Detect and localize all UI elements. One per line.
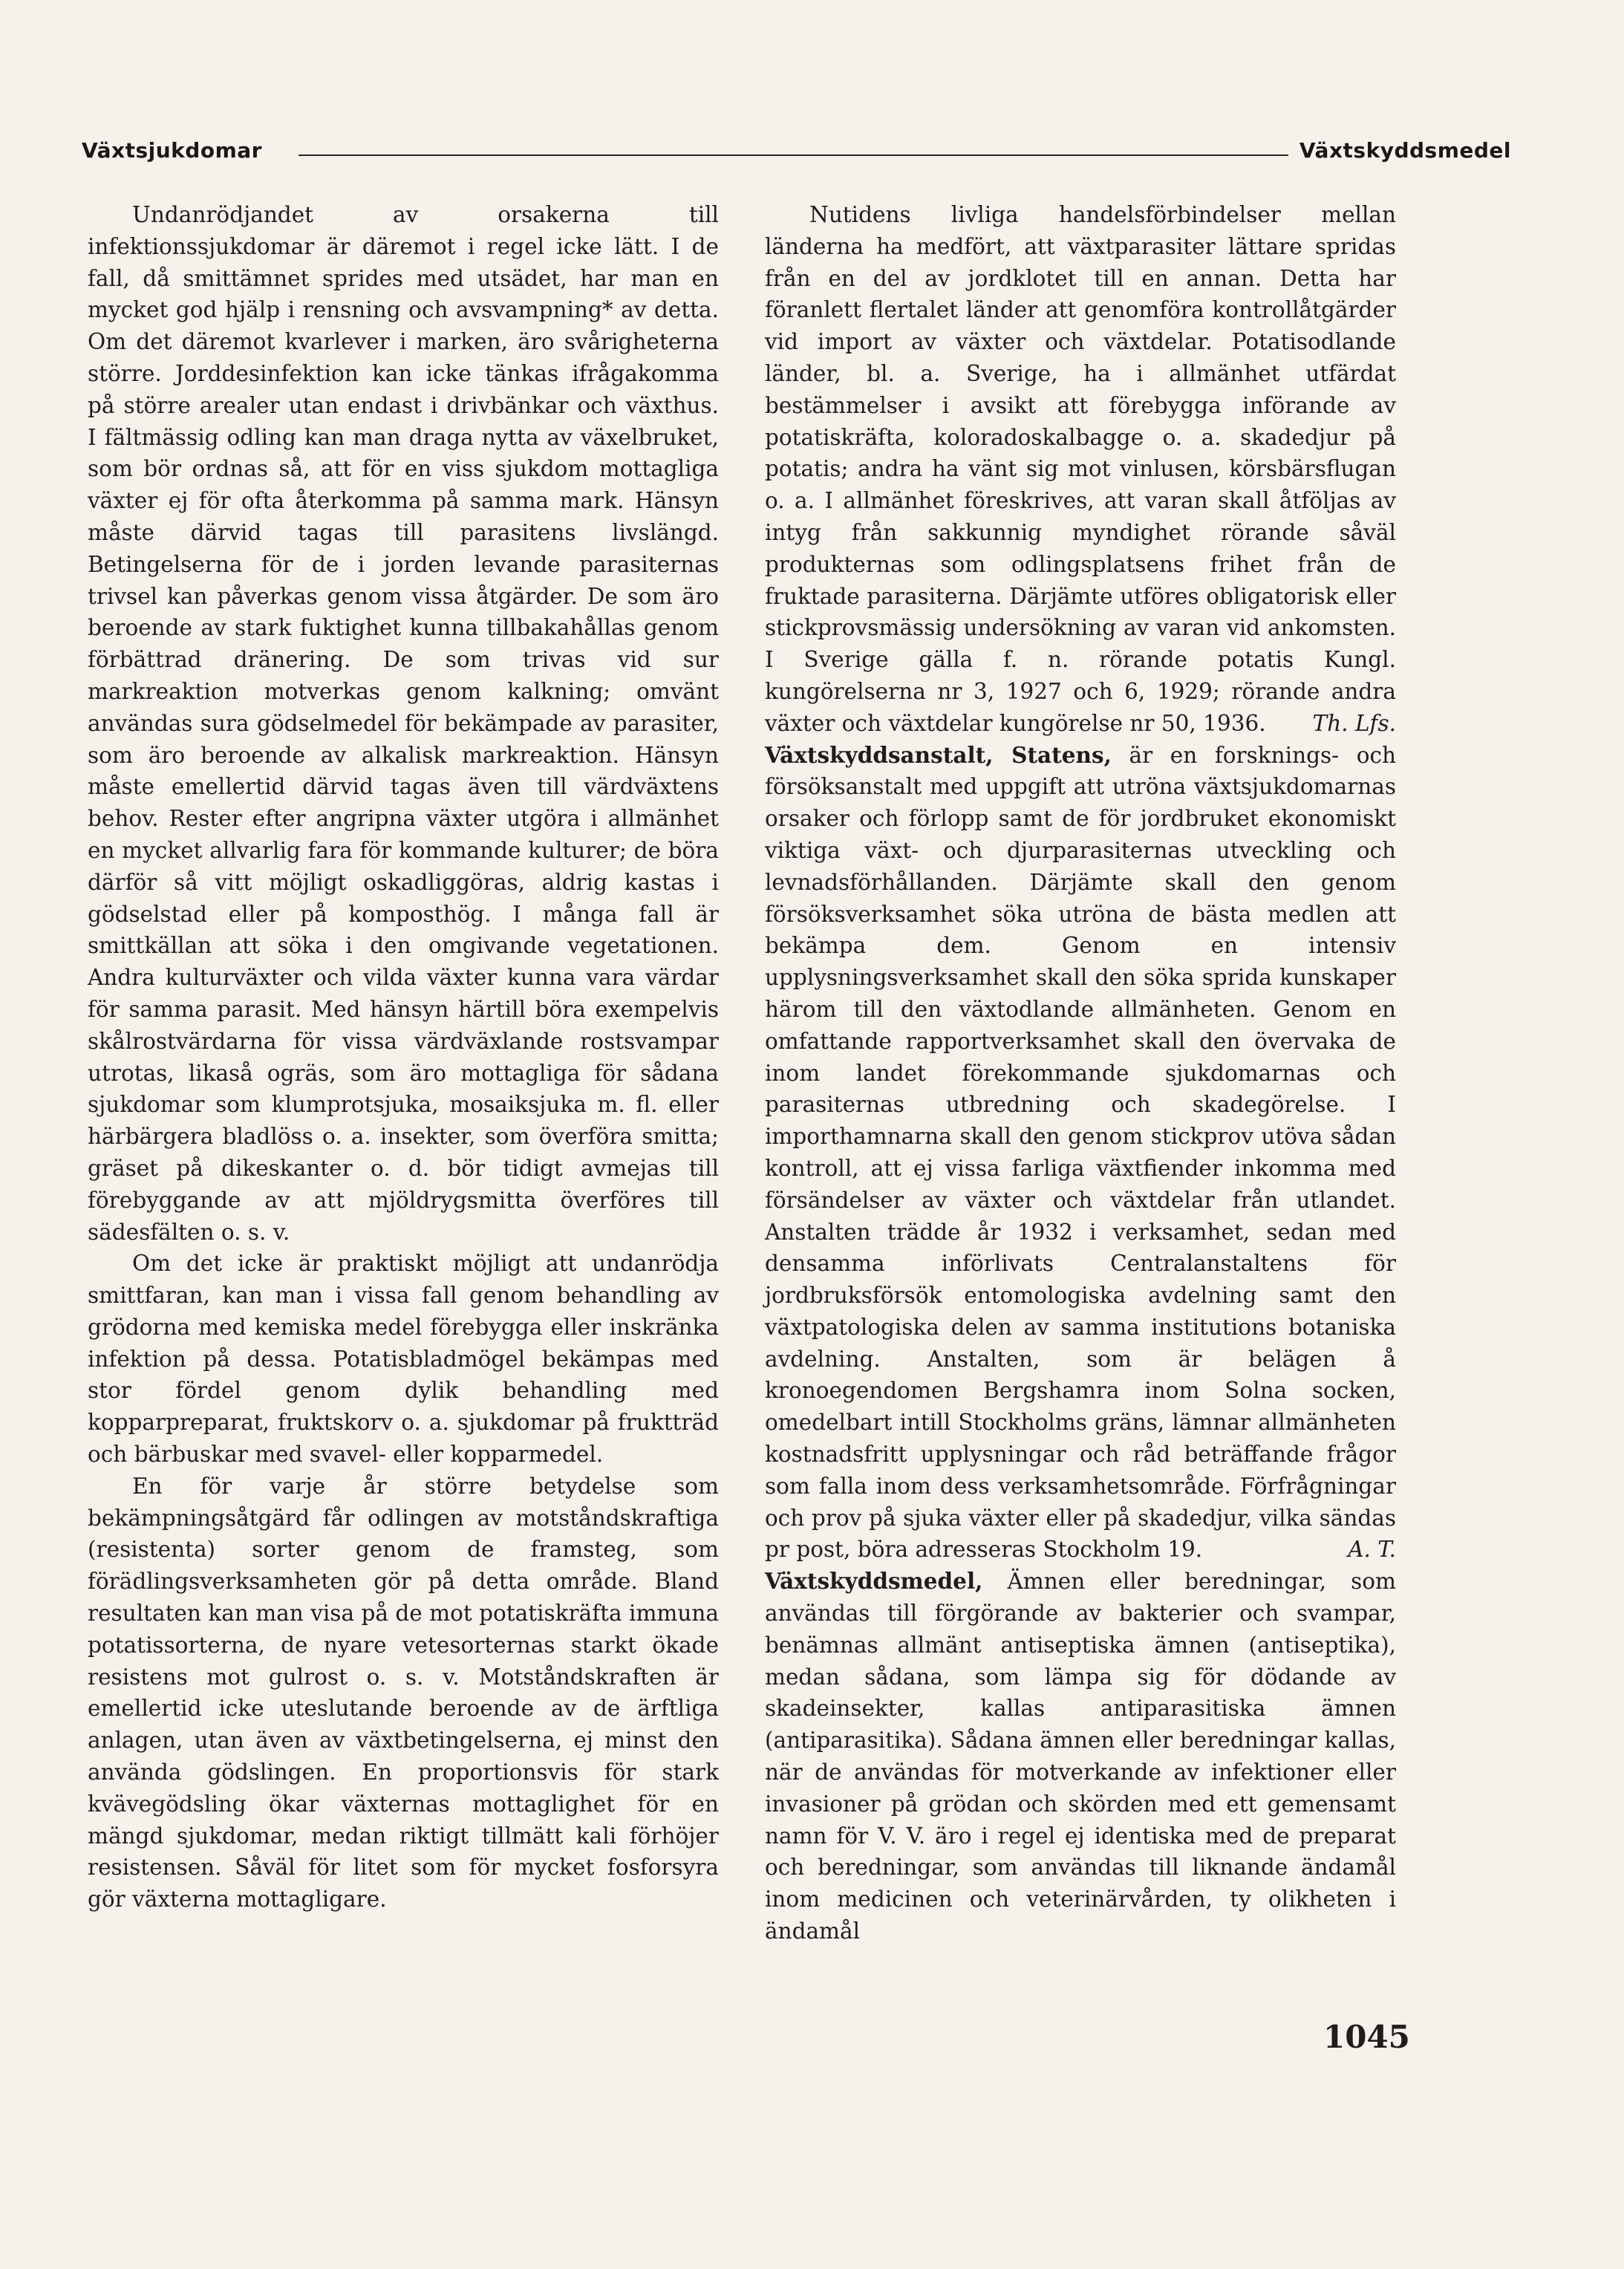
author-signature-1: Th. Lfs.: [1312, 710, 1396, 736]
author-signature-2: A. T.: [1348, 1537, 1396, 1563]
left-paragraph-2: Om det icke är praktiskt möjligt att undanrödja smittfaran, kan man i vissa fall genom behandling av grödorna med kemiska medel förebygga eller inskränka infektion på dessa. Potatisbladmögel bekämpas med stor fördel genom dylik behandling med kopparpreparat, fruktskorv o. a. sjukdomar på fruktträd och bärbuskar med svavel- eller kopparmedel.: [88, 1251, 719, 1468]
entry-body-vaxtskyddsanstalt: är en forsknings- och försöksanstalt med uppgift att utröna växtsjukdomarnas orsaker och förlopp samt de för jordbruket ekonomiskt viktiga växt- och djurparasiternas utveckling och levnadsförhållanden. Därjämte skall den genom försöksverksamhet söka utröna de bästa medlen att bekämpa dem. Genom en intensiv upplysningsverksamhet skall den söka sprida kunskaper härom till den växtodlande allmänheten. Genom en omfattande rapportverksamhet skall den övervaka de inom landet förekommande sjukdomarnas och parasiternas utbredning och skadegörelse. I importhamnarna skall den genom stickprov utöva sådan kontroll, att ej vissa farliga växtfiender inkomma med försändelser av växter och växtdelar från utlandet. Anstalten trädde år 1932 i verksamhet, sedan med densamma införlivats Centralanstaltens för jordbruksförsök entomologiska avdelning samt den växtpatologiska delen av samma institutions botaniska avdelning. Anstalten, som är belägen å kronoegendomen Bergshamra inom Solna socken, omedelbart intill Stockholms gräns, lämnar allmänheten kostnadsfritt upplysningar och råd beträffande frågor som falla inom dess verksamhetsområde. Förfrågningar och prov på sjuka växter eller på skadedjur, vilka sändas pr post, böra adresseras Stockholm 19.: [765, 742, 1396, 1563]
entry-vaxtskyddsmedel: [765, 1566, 1396, 1947]
running-header: [82, 138, 1511, 175]
header-left-title: Växtsjukdomar: [82, 138, 262, 163]
entry-body-vaxtskyddsmedel: Ämnen eller beredningar, som användas till förgörande av bakterier och svampar, benämnas allmänt antiseptiska ämnen (antiseptika), medan sådana, som lämpa sig för dödande av skadeinsekter, kallas antiparasitiska ämnen (antiparasitika). Sådana ämnen eller beredningar kallas, när de användas för motverkande av infektioner eller invasioner på grödan och skörden med ett gemensamt namn för V. V. äro i regel ej identiska med de preparat och beredningar, som användas till liknande ändamål inom medicinen och veterinärvården, ty olikheten i ändamål: [765, 1569, 1396, 1944]
right-paragraph-1: [765, 199, 1396, 740]
left-paragraph-1: Undanrödjandet av orsakerna till infektionssjukdomar är däremot i regel icke lätt. I de fall, då smittämnet sprides med utsädet, har man en mycket god hjälp i rensning och avsvampning* av detta. Om det däremot kvarlever i marken, äro svårigheterna större. Jorddesinfektion kan icke tänkas ifrågakomma på större arealer utan endast i drivbänkar och växthus. I fältmässig odling kan man draga nytta av växelbruket, som bör ordnas så, att för en viss sjukdom mottagliga växter ej för ofta återkomma på samma mark. Hänsyn måste därvid tagas till parasitens livslängd. Betingelserna för de i jorden levande parasiternas trivsel kan påverkas genom vissa åtgärder. De som äro beroende av stark fuktighet kunna tillbakahållas genom förbättrad dränering. De som trivas vid sur markreaktion motverkas genom kalkning; omvänt användas sura gödselmedel för bekämpade av parasiter, som äro beroende av alkalisk markreaktion. Hänsyn måste emellertid därvid tagas även till värdväxtens behov. Rester efter angripna växter utgöra i allmänhet en mycket allvarlig fara för kommande kulturer; de böra därför så vitt möjligt oskadliggöras, aldrig kastas i gödselstad eller på komposthög. I många fall är smittkällan att söka i den omgivande vegetationen. Andra kulturväxter och vilda växter kunna vara värdar för samma parasit. Med hänsyn härtill böra exempelvis skålrostvärdarna för vissa värdväxlande rostsvampar utrotas, likaså ogräs, som äro mottagliga för sådana sjukdomar som klumprotsjuka, mosaiksjuka m. fl. eller härbärgera bladlöss o. a. insekter, som överföra smitta; gräset på dikeskanter o. d. bör tidigt avmejas till förebyggande av att mjöldrygsmitta överföres till sädesfälten o. s. v.: [88, 202, 719, 1245]
header-rule: [299, 154, 1288, 156]
left-column: [88, 199, 719, 1915]
right-paragraph-1-text: Nutidens livliga handelsförbindelser mellan länderna ha medfört, att växtparasiter lättare spridas från en del av jordklotet till en annan. Detta har föranlett flertalet länder att genomföra kontrollåtgärder vid import av växter och växtdelar. Potatisodlande länder, bl. a. Sverige, ha i allmänhet utfärdat bestämmelser i avsikt att förebygga införande av potatiskräfta, koloradoskalbagge o. a. skadedjur på potatis; andra ha vänt sig mot vinlusen, körsbärsflugan o. a. I allmänhet föreskrives, att varan skall åtföljas av intyg från sakkunnig myndighet rörande såväl produkternas som odlingsplatsens frihet från de fruktade parasiterna. Därjämte utföres obligatorisk eller stickprovsmässig undersökning av varan vid ankomsten. I Sverige gälla f. n. rörande potatis Kungl. kungörelserna nr 3, 1927 och 6, 1929; rörande andra växter och växtdelar kungörelse nr 50, 1936.: [765, 202, 1396, 736]
page-number: 1045: [1323, 2019, 1410, 2055]
header-right-title: Växtskyddsmedel: [1299, 138, 1511, 163]
left-paragraph-3: En för varje år större betydelse som bekämpningsåtgärd får odlingen av motståndskraftiga (resistenta) sorter genom de framsteg, som förädlingsverksamheten gör på detta område. Bland resultaten kan man visa på de mot potatiskräfta immuna potatissorterna, de nyare vetesorternas starkt ökade resistens mot gulrost o. s. v. Motståndskraften är emellertid icke uteslutande beroende av de ärftliga anlagen, utan även av växtbetingelserna, ej minst den använda gödslingen. En proportionsvis för stark kvävegödsling ökar växternas mottaglighet för en mängd sjukdomar, medan riktigt tillmätt kali förhöjer resistensen. Såväl för litet som för mycket fosforsyra gör växterna mottagligare.: [88, 1473, 719, 1912]
entry-head-vaxtskyddsanstalt: Växtskyddsanstalt, Statens,: [765, 741, 1112, 768]
right-column: [765, 199, 1396, 1947]
entry-head-vaxtskyddsmedel: Växtskyddsmedel,: [765, 1568, 983, 1595]
entry-vaxtskyddsanstalt: [765, 740, 1396, 1566]
